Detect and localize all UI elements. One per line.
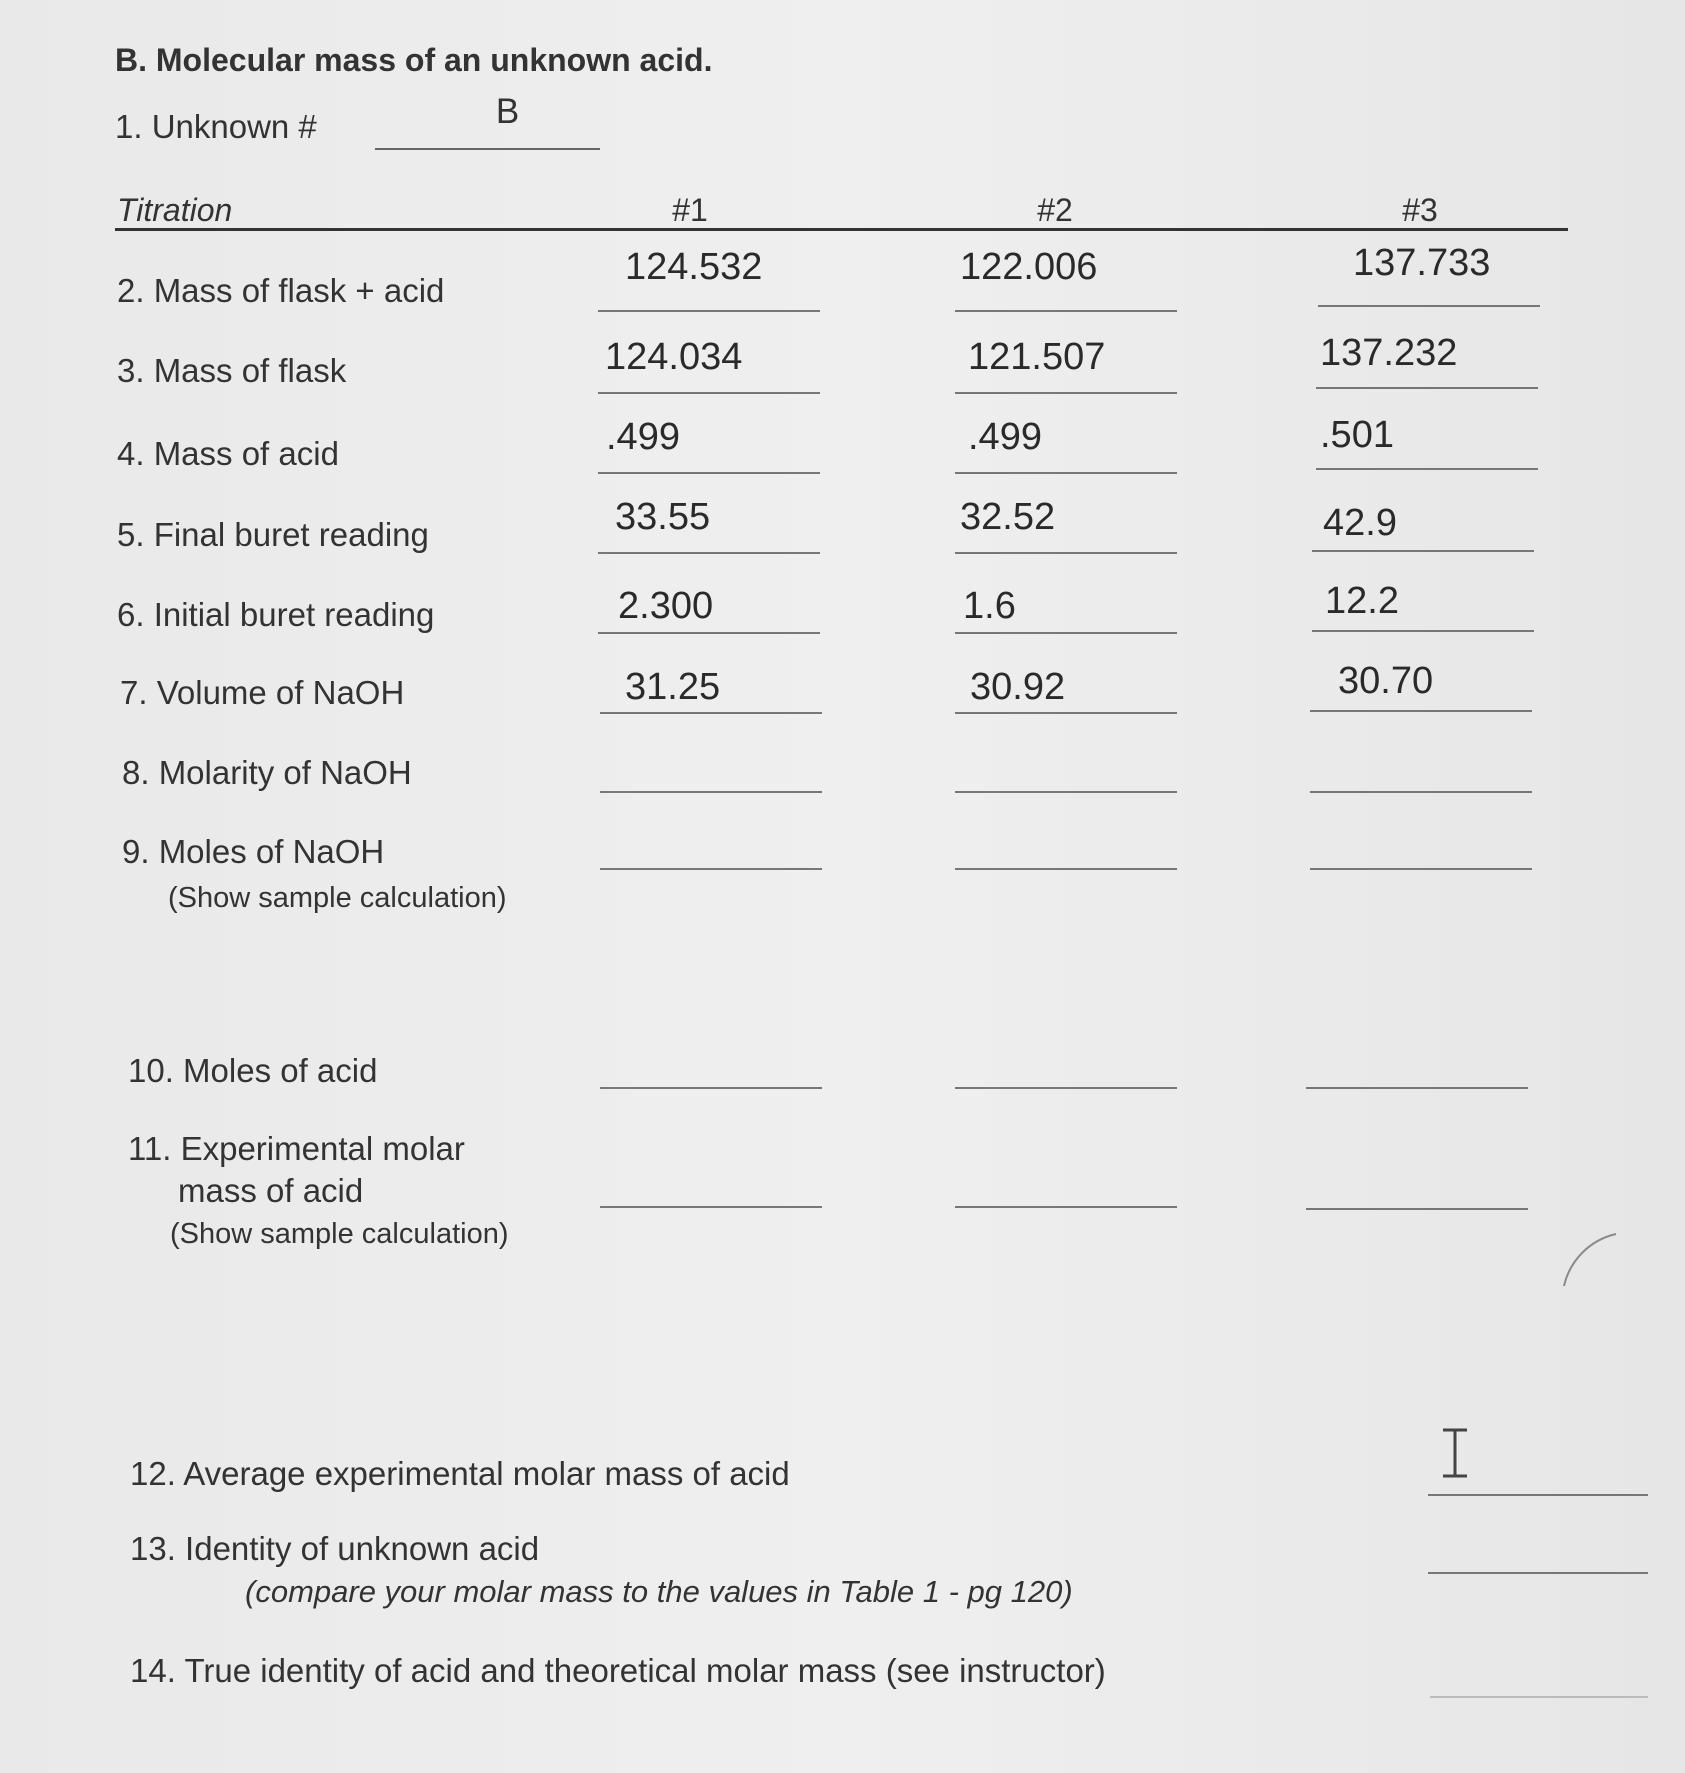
cell-3-final-buret: 42.9 <box>1323 502 1397 544</box>
answer-line <box>1316 468 1538 470</box>
sample-calc-note: (Show sample calculation) <box>168 882 507 914</box>
answer-line <box>1312 630 1534 632</box>
identity-note: (compare your molar mass to the values in Table 1 - pg 120) <box>245 1574 1073 1609</box>
unknown-label: 1. Unknown # <box>115 108 317 145</box>
average-answer-line <box>1428 1494 1648 1496</box>
unknown-value: B <box>495 92 520 131</box>
identity-label: 13. Identity of unknown acid <box>130 1530 540 1567</box>
answer-line <box>1318 305 1540 307</box>
cell-1-initial-buret: 2.300 <box>618 585 714 627</box>
cell-1-mass-acid: .499 <box>606 416 680 458</box>
row-label-mass-acid: 4. Mass of acid <box>117 435 339 472</box>
answer-line <box>600 868 822 870</box>
header-col-1: #1 <box>672 192 708 228</box>
row-label-initial-buret: 6. Initial buret reading <box>117 596 435 633</box>
answer-line <box>1310 791 1532 793</box>
row-label-molarity-naoh: 8. Molarity of NaOH <box>122 754 412 791</box>
answer-line <box>955 310 1177 312</box>
answer-line <box>1310 868 1532 870</box>
answer-line <box>955 632 1177 634</box>
row-label-final-buret: 5. Final buret reading <box>117 516 429 553</box>
answer-line <box>955 1206 1177 1208</box>
cell-2-mass-acid: .499 <box>968 416 1042 458</box>
text-cursor-icon <box>1440 1428 1470 1478</box>
cell-3-mass-flask: 137.232 <box>1320 332 1458 374</box>
answer-line <box>955 791 1177 793</box>
header-col-3: #3 <box>1402 192 1438 228</box>
row-label-volume-naoh: 7. Volume of NaOH <box>120 674 405 711</box>
identity-answer-line <box>1428 1572 1648 1574</box>
average-molar-mass-label: 12. Average experimental molar mass of acid <box>130 1455 790 1492</box>
answer-line <box>955 1087 1177 1089</box>
cell-1-mass-flask: 124.034 <box>605 336 743 378</box>
cell-3-volume-naoh: 30.70 <box>1338 660 1434 702</box>
cell-2-mass-flask: 121.507 <box>968 336 1106 378</box>
answer-line <box>955 712 1177 714</box>
answer-line <box>955 392 1177 394</box>
row-label-mass-flask-acid: 2. Mass of flask + acid <box>117 272 445 309</box>
answer-line <box>598 552 820 554</box>
answer-line <box>598 632 820 634</box>
answer-line <box>600 1206 822 1208</box>
cell-1-final-buret: 33.55 <box>615 496 711 538</box>
answer-line <box>598 392 820 394</box>
answer-line <box>598 472 820 474</box>
answer-line <box>1316 387 1538 389</box>
section-title: B. Molecular mass of an unknown acid. <box>115 42 713 78</box>
answer-line <box>955 552 1177 554</box>
cell-2-mass-flask-acid: 122.006 <box>960 246 1098 288</box>
sample-calc-note: (Show sample calculation) <box>170 1218 509 1250</box>
cell-2-final-buret: 32.52 <box>960 496 1056 538</box>
cell-1-volume-naoh: 31.25 <box>625 666 721 708</box>
answer-line <box>1312 550 1534 552</box>
answer-line <box>1306 1087 1528 1089</box>
row-label-mass-of-acid: mass of acid <box>178 1172 364 1209</box>
header-titration: Titration <box>117 192 233 228</box>
answer-line <box>1310 710 1532 712</box>
cell-1-mass-flask-acid: 124.532 <box>625 246 763 288</box>
cell-3-initial-buret: 12.2 <box>1325 580 1399 622</box>
answer-line <box>600 791 822 793</box>
answer-line <box>955 472 1177 474</box>
cell-3-mass-flask-acid: 137.733 <box>1353 242 1491 284</box>
row-label-experimental-molar: 11. Experimental molar <box>128 1130 465 1167</box>
unknown-answer-line <box>375 148 600 150</box>
true-identity-label: 14. True identity of acid and theoretical molar mass (see instructor) <box>130 1652 1106 1689</box>
true-identity-answer-line <box>1430 1696 1648 1698</box>
cell-2-volume-naoh: 30.92 <box>970 666 1066 708</box>
cell-3-mass-acid: .501 <box>1320 414 1394 456</box>
pencil-mark-icon <box>1560 1230 1620 1290</box>
cell-2-initial-buret: 1.6 <box>963 585 1016 627</box>
answer-line <box>955 868 1177 870</box>
row-label-moles-naoh: 9. Moles of NaOH <box>122 833 385 870</box>
row-label-mass-flask: 3. Mass of flask <box>117 352 347 389</box>
answer-line <box>600 1087 822 1089</box>
answer-line <box>598 310 820 312</box>
row-label-moles-acid: 10. Moles of acid <box>128 1052 378 1089</box>
answer-line <box>600 712 822 714</box>
answer-line <box>1306 1208 1528 1210</box>
header-rule <box>115 228 1568 231</box>
header-col-2: #2 <box>1037 192 1073 228</box>
